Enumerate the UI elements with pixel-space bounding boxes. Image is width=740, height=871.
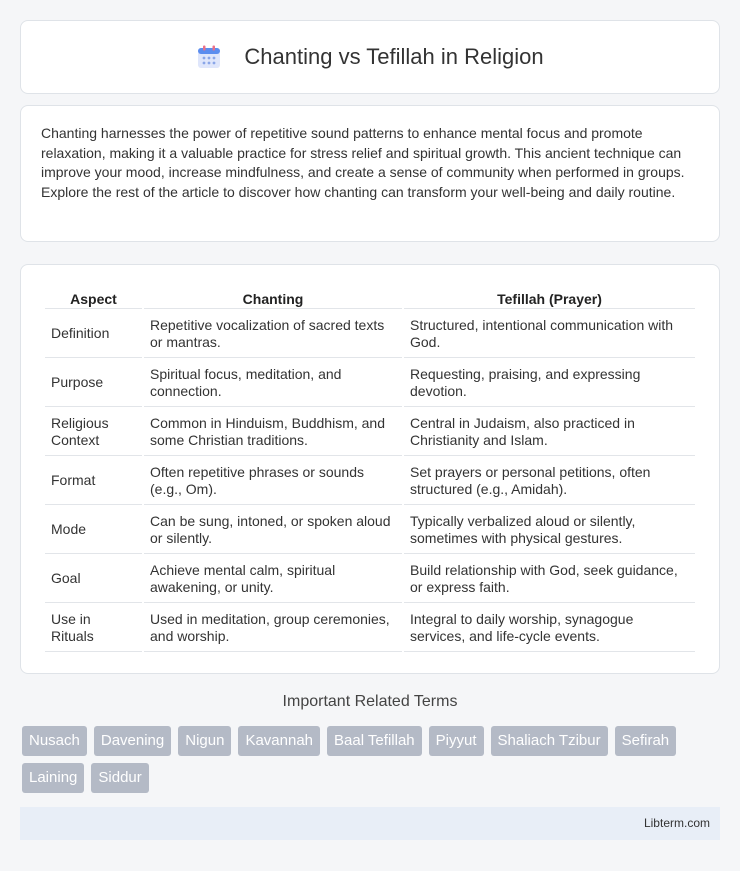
column-header-tefillah: Tefillah (Prayer) xyxy=(404,287,695,309)
footer xyxy=(20,807,720,840)
table-cell-chanting: Common in Hinduism, Buddhism, and some Christian traditions. xyxy=(144,409,402,456)
footer-site-link[interactable]: Libterm.com xyxy=(643,816,710,830)
table-cell-tefillah: Requesting, praising, and expressing devotion. xyxy=(404,360,695,407)
table-row xyxy=(45,409,695,456)
related-terms-title: Important Related Terms xyxy=(282,693,458,710)
table-cell-aspect: Use in Rituals xyxy=(45,605,142,652)
tag-kavannah[interactable]: Kavannah xyxy=(238,726,320,756)
tag-sefirah[interactable]: Sefirah xyxy=(615,726,677,756)
tag-siddur[interactable]: Siddur xyxy=(91,763,148,793)
table-cell-aspect: Goal xyxy=(45,556,142,603)
intro-card xyxy=(20,105,720,242)
table-row xyxy=(45,360,695,407)
table-cell-chanting: Achieve mental calm, spiritual awakening, or unity. xyxy=(144,556,402,603)
column-header-chanting: Chanting xyxy=(144,287,402,309)
comparison-table xyxy=(43,285,697,654)
header-card xyxy=(20,20,720,94)
table-row xyxy=(45,311,695,358)
tag-piyyut[interactable]: Piyyut xyxy=(429,726,484,756)
table-cell-aspect: Definition xyxy=(45,311,142,358)
tag-baal-tefillah[interactable]: Baal Tefillah xyxy=(327,726,422,756)
intro-paragraph: Chanting harnesses the power of repetitive sound patterns to enhance mental focus and promote relaxation, making it a valuable practice for stress relief and spiritual growth. This ancient technique can improve your mood, increase mindfulness, and create a sense of community when performed in groups. Explore the rest of the article to discover how chanting can transform your well-being and daily routine. xyxy=(41,125,685,200)
column-header-aspect: Aspect xyxy=(45,287,142,309)
table-cell-tefillah: Build relationship with God, seek guidance, or express faith. xyxy=(404,556,695,603)
table-header-row xyxy=(45,287,695,309)
tag-nigun[interactable]: Nigun xyxy=(178,726,231,756)
tag-davening[interactable]: Davening xyxy=(94,726,171,756)
table-row xyxy=(45,605,695,652)
table-cell-aspect: Format xyxy=(45,458,142,505)
table-cell-tefillah: Integral to daily worship, synagogue services, and life-cycle events. xyxy=(404,605,695,652)
table-cell-tefillah: Set prayers or personal petitions, often structured (e.g., Amidah). xyxy=(404,458,695,505)
tag-nusach[interactable]: Nusach xyxy=(22,726,87,756)
table-cell-tefillah: Typically verbalized aloud or silently, sometimes with physical gestures. xyxy=(404,507,695,554)
table-cell-aspect: Purpose xyxy=(45,360,142,407)
tag-laining[interactable]: Laining xyxy=(22,763,84,793)
table-cell-tefillah: Structured, intentional communication with God. xyxy=(404,311,695,358)
table-row xyxy=(45,556,695,603)
tag-shaliach-tzibur[interactable]: Shaliach Tzibur xyxy=(491,726,608,756)
table-cell-aspect: Mode xyxy=(45,507,142,554)
table-row xyxy=(45,458,695,505)
table-row xyxy=(45,507,695,554)
table-cell-chanting: Used in meditation, group ceremonies, and worship. xyxy=(144,605,402,652)
comparison-card xyxy=(20,264,720,674)
table-cell-aspect: Religious Context xyxy=(45,409,142,456)
table-cell-chanting: Often repetitive phrases or sounds (e.g., Om). xyxy=(144,458,402,505)
table-cell-chanting: Repetitive vocalization of sacred texts or mantras. xyxy=(144,311,402,358)
table-cell-chanting: Can be sung, intoned, or spoken aloud or silently. xyxy=(144,507,402,554)
page-title: Chanting vs Tefillah in Religion xyxy=(244,44,544,69)
calendar-icon xyxy=(196,44,222,70)
table-cell-chanting: Spiritual focus, meditation, and connection. xyxy=(144,360,402,407)
related-terms-list xyxy=(22,726,722,793)
table-cell-tefillah: Central in Judaism, also practiced in Christianity and Islam. xyxy=(404,409,695,456)
